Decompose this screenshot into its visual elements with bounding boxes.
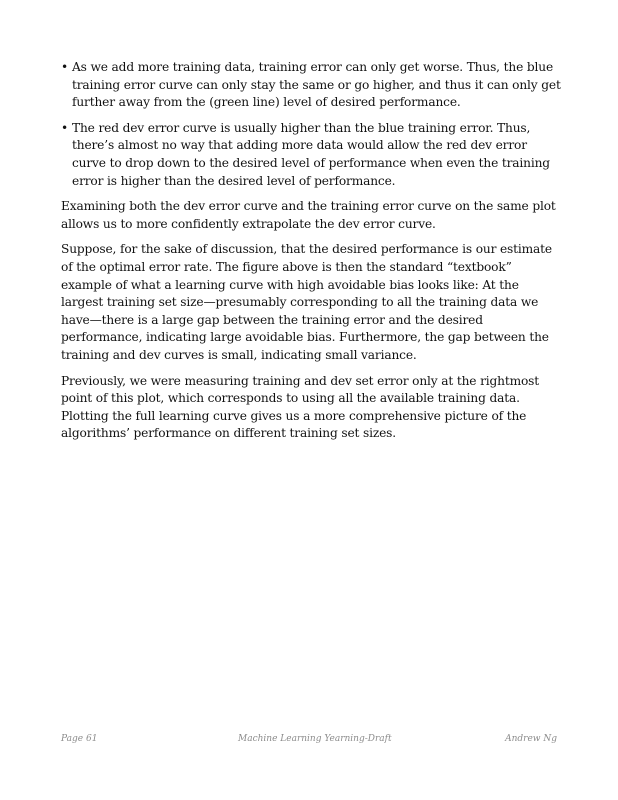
page-body	[61, 59, 561, 451]
bullet-item	[61, 120, 561, 190]
bullet-item	[61, 59, 561, 112]
footer-author: Andrew Ng	[505, 734, 557, 744]
bullet-marker: •	[61, 60, 69, 74]
bullet-marker: •	[61, 120, 69, 135]
paragraph: Previously, we were measuring training and dev set error only at the rightmost point of this plot, which corresponds to using all the available training data. Plotting the full learning curve gives us a more comprehensive picture of the algorithms’ performance on different training set sizes.	[61, 373, 540, 441]
footer-book-title: Machine Learning Yearning-Draft	[238, 734, 392, 744]
bullet-list	[61, 59, 561, 190]
bullet-text: As we add more training data, training error can only get worse. Thus, the blue training error curve can only stay the same or go higher, and thus it can only get further away from the (green line) level of desired performance.	[72, 60, 561, 110]
bullet-text: The red dev error curve is usually higher than the blue training error. Thus, there’s almost no way that adding more data would allow the red dev error curve to drop down to the desired level of performance when even the training error is higher than the desired level of performance.	[72, 120, 550, 188]
paragraph: Suppose, for the sake of discussion, that the desired performance is our estimate of the optimal error rate. The figure above is then the standard “textbook” example of what a learning curve with high avoidable bias looks like: At the largest training set size—presumably corresponding to all the training data we have—there is a large gap between the training error and the desired performance, indicating large avoidable bias. Furthermore, the gap between the training and dev curves is small, indicating small variance.	[61, 242, 552, 362]
footer-page-number: Page 61	[61, 734, 98, 744]
paragraph: Examining both the dev error curve and the training error curve on the same plot allows us to more confidently extrapolate the dev error curve.	[61, 199, 556, 231]
